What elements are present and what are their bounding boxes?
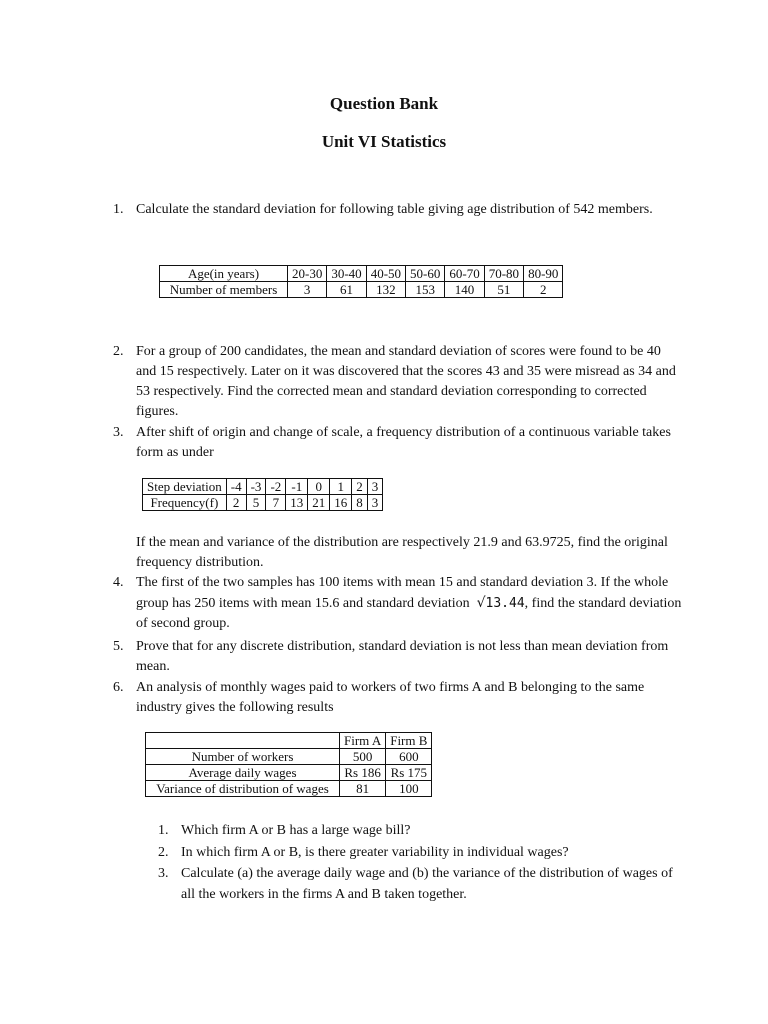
table-cell: 3 [288,282,327,298]
table-cell: -1 [286,479,308,495]
question-number: 5. [113,639,124,654]
subquestion-1 [158,820,688,841]
table-cell: 16 [330,495,352,511]
question-text-part: The first of the two samples has 100 items with mean 15 and standard deviation 3. If the whole group has 250 items with mean 15.6 and standard deviation [136,575,669,611]
table-cell: 132 [366,282,405,298]
table-cell: 30-40 [327,266,366,282]
column-header: Firm A [340,733,386,749]
question-3 [113,423,683,463]
subquestion-text: Which firm A or B has a large wage bill? [181,823,411,838]
row-header: Variance of distribution of wages [146,781,340,797]
table-cell: 61 [327,282,366,298]
table-cell: 7 [266,495,286,511]
table-row [160,282,563,298]
table-cell: 153 [406,282,445,298]
table-cell: 2 [524,282,563,298]
table-cell: 51 [484,282,523,298]
question-text: An analysis of monthly wages paid to workers of two firms A and B belonging to the same industry gives the following results [136,680,645,715]
table-cell: Rs 186 [340,765,386,781]
table-cell: 2 [226,495,246,511]
question-text: If the mean and variance of the distribution are respectively 21.9 and 63.9725, find the original frequency distribution. [136,535,668,570]
table-row [146,749,432,765]
question-number: 2. [113,344,124,359]
table-cell: 600 [386,749,432,765]
firm-wages-table [145,732,432,797]
square-root-value: 13.44 [485,596,525,611]
table-cell: 80-90 [524,266,563,282]
table-cell: -4 [226,479,246,495]
age-distribution-table [159,265,563,298]
column-header: Firm B [386,733,432,749]
question-text: Prove that for any discrete distribution, standard deviation is not less than mean deviation from mean. [136,639,669,674]
table-cell: 1 [330,479,352,495]
subquestion-3 [158,863,688,905]
table-cell: 20-30 [288,266,327,282]
page-subtitle: Unit VI Statistics [321,132,447,151]
table-cell: 13 [286,495,308,511]
table-cell: 8 [352,495,368,511]
table-row [143,479,383,495]
table-cell: 140 [445,282,484,298]
row-header: Age(in years) [160,266,288,282]
question-number: 6. [113,680,124,695]
step-deviation-table [142,478,383,511]
page-title: Question Bank [329,94,439,113]
table-cell: 3 [367,495,383,511]
row-header: Number of workers [146,749,340,765]
question-number: 1. [113,202,124,217]
question-text: After shift of origin and change of scale, a frequency distribution of a continuous variable takes form as under [136,425,671,460]
square-root-icon: √ [476,595,486,611]
table-row [146,765,432,781]
subquestion-text: In which firm A or B, is there greater variability in individual wages? [181,845,569,860]
question-5 [113,637,683,677]
table-row [160,266,563,282]
question-number: 4. [113,575,124,590]
table-cell: 100 [386,781,432,797]
table-corner-cell [146,733,340,749]
table-cell: -3 [246,479,266,495]
subquestion-text: Calculate (a) the average daily wage and (b) the variance of the distribution of wages of all the workers in the firms A and B taken together. [181,866,673,902]
question-2 [113,342,683,422]
row-header: Frequency(f) [143,495,227,511]
subquestion-2 [158,842,688,863]
question-text: Calculate the standard deviation for following table giving age distribution of 542 members. [136,202,653,217]
table-cell: 40-50 [366,266,405,282]
subquestion-number: 3. [158,866,169,881]
row-header: Number of members [160,282,288,298]
table-cell: 3 [367,479,383,495]
table-cell: 0 [308,479,330,495]
question-text [136,573,683,634]
question-1 [113,200,683,220]
table-row [146,733,432,749]
question-6 [113,678,683,718]
question-4 [113,573,683,634]
question-number: 3. [113,425,124,440]
question-3-followup [113,533,683,573]
table-row [146,781,432,797]
table-cell: 50-60 [406,266,445,282]
table-cell: 21 [308,495,330,511]
row-header: Average daily wages [146,765,340,781]
table-cell: 81 [340,781,386,797]
table-cell: 500 [340,749,386,765]
table-cell: Rs 175 [386,765,432,781]
table-cell: -2 [266,479,286,495]
table-row [143,495,383,511]
question-text: For a group of 200 candidates, the mean and standard deviation of scores were found to be 40 and 15 respectively. Later on it was discovered that the scores 43 and 35 were misread as 34 and 53 respectively. Find the corrected mean and standard deviation corresponding to corrected figures. [136,344,676,419]
table-cell: 2 [352,479,368,495]
question-text-part: , find the standard deviation of second group. [136,596,682,631]
subquestion-number: 2. [158,845,169,860]
subquestion-number: 1. [158,823,169,838]
table-cell: 60-70 [445,266,484,282]
row-header: Step deviation [143,479,227,495]
table-cell: 5 [246,495,266,511]
table-cell: 70-80 [484,266,523,282]
